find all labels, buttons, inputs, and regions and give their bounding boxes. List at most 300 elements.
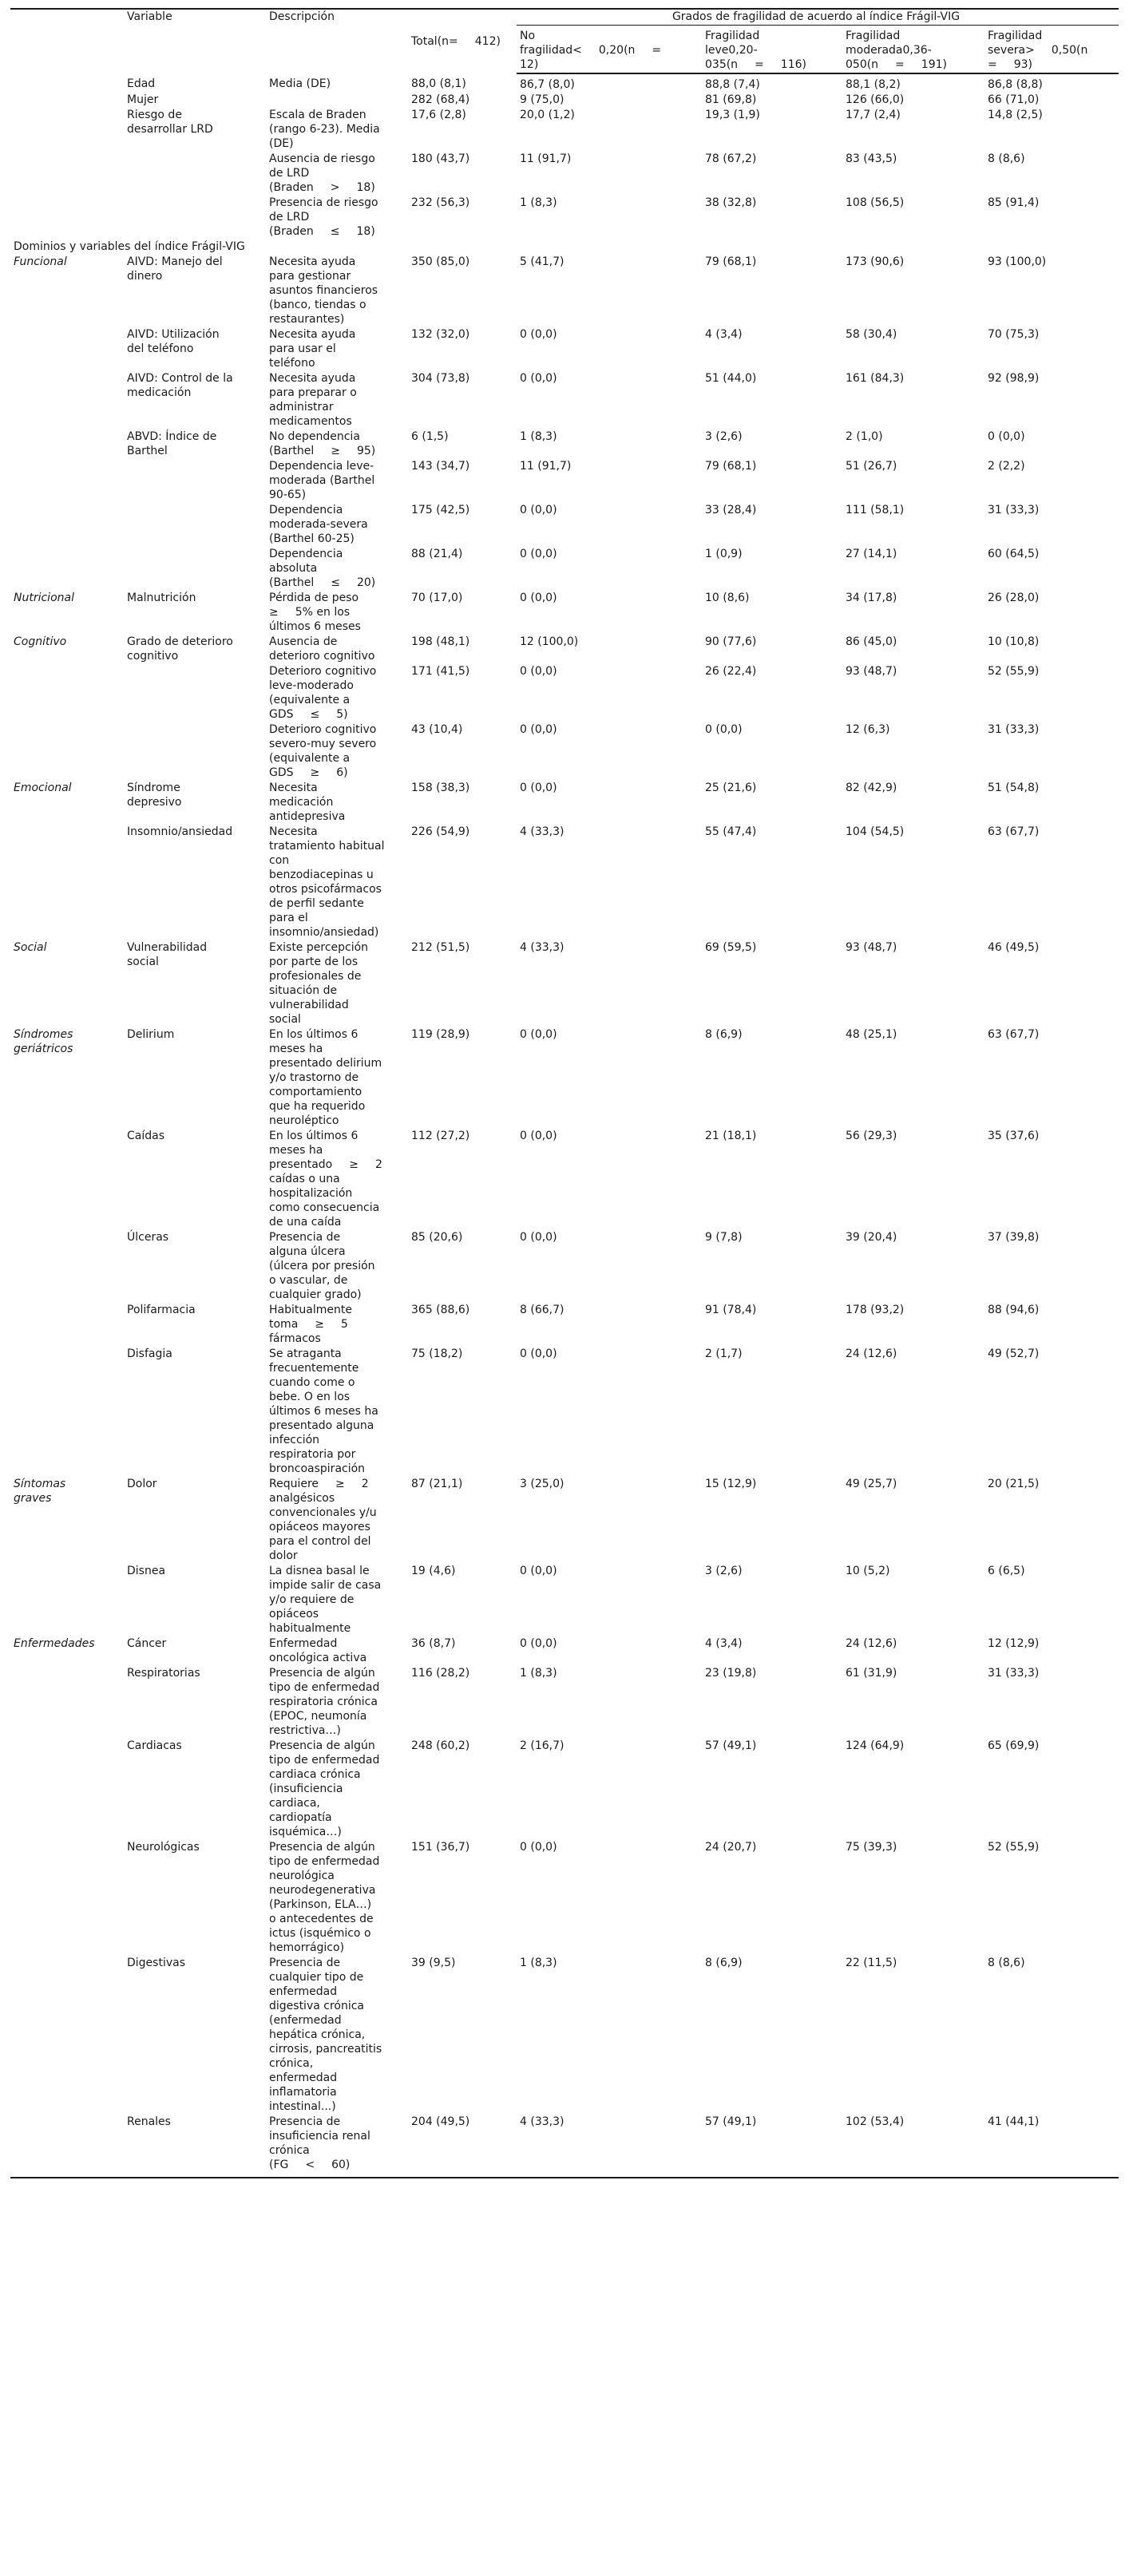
cell-mild-frailty: 0 (0,0) — [705, 723, 743, 736]
cell-total: 158 (38,3) — [411, 782, 470, 794]
header-description: Descripción — [269, 10, 335, 23]
cell-variable: AIVD: Utilización del teléfono — [127, 328, 220, 355]
table-row — [10, 547, 1119, 591]
cell-moderate-frailty: 108 (56,5) — [846, 196, 905, 209]
cell-mild-frailty: 91 (78,4) — [705, 1304, 757, 1316]
cell-no-frailty: 0 (0,0) — [520, 1347, 557, 1360]
cell-no-frailty: 4 (33,3) — [520, 941, 564, 954]
cell-mild-frailty: 25 (21,6) — [705, 782, 757, 794]
cell-severe-frailty: 8 (8,6) — [988, 152, 1025, 165]
cell-mild-frailty: 4 (3,4) — [705, 328, 743, 341]
cell-mild-frailty: 26 (22,4) — [705, 665, 757, 678]
cell-mild-frailty: 3 (2,6) — [705, 1565, 743, 1577]
table-row — [10, 459, 1119, 503]
cell-mild-frailty: 10 (8,6) — [705, 592, 750, 604]
cell-no-frailty: 5 (41,7) — [520, 255, 564, 268]
table-row — [10, 1477, 1119, 1564]
cell-no-frailty: 0 (0,0) — [520, 548, 557, 560]
cell-mild-frailty: 57 (49,1) — [702, 2115, 842, 2178]
cell-no-frailty: 8 (66,7) — [520, 1304, 564, 1316]
frailty-table — [10, 8, 1119, 2178]
cell-mild-frailty: 8 (6,9) — [705, 1957, 743, 1969]
cell-domain: Emocional — [14, 782, 72, 794]
cell-domain — [10, 1739, 124, 1840]
cell-mild-frailty: 24 (20,7) — [705, 1841, 757, 1854]
table-row — [10, 1739, 1119, 1840]
cell-domain — [10, 93, 124, 108]
table-row — [10, 825, 1119, 940]
cell-variable: Polifarmacia — [127, 1304, 196, 1316]
cell-domain — [10, 1840, 124, 1956]
cell-severe-frailty: 31 (33,3) — [988, 723, 1040, 736]
cell-variable: Mujer — [127, 93, 159, 106]
cell-severe-frailty: 2 (2,2) — [988, 460, 1025, 473]
cell-moderate-frailty: 51 (26,7) — [846, 460, 897, 473]
cell-severe-frailty: 65 (69,9) — [988, 1739, 1040, 1752]
cell-moderate-frailty: 24 (12,6) — [846, 1637, 897, 1650]
cell-no-frailty: 1 (8,3) — [520, 196, 557, 209]
cell-description: Presencia de algún tipo de enfermedad respiratoria crónica (EPOC, neumonía restrictiva…) — [269, 1667, 380, 1737]
cell-mild-frailty: 2 (1,7) — [705, 1347, 743, 1360]
cell-description: Media (DE) — [269, 77, 331, 90]
cell-severe-frailty: 70 (75,3) — [988, 328, 1040, 341]
cell-domain — [10, 503, 124, 547]
cell-moderate-frailty: 124 (64,9) — [846, 1739, 905, 1752]
cell-description: Presencia de insuficiencia renal crónica (FG < 60) — [266, 2115, 408, 2178]
cell-moderate-frailty: 104 (54,5) — [846, 825, 905, 838]
cell-moderate-frailty: 173 (90,6) — [846, 255, 905, 268]
cell-domain — [10, 1666, 124, 1739]
header-variable: Variable — [127, 10, 172, 23]
cell-no-frailty: 12 (100,0) — [520, 635, 579, 648]
cell-moderate-frailty: 58 (30,4) — [846, 328, 897, 341]
cell-mild-frailty: 51 (44,0) — [705, 372, 757, 385]
cell-total: 175 (42,5) — [411, 504, 470, 516]
header-total: Total(n= 412) — [411, 34, 501, 48]
cell-no-frailty: 0 (0,0) — [520, 1028, 557, 1041]
cell-total: 39 (9,5) — [411, 1957, 456, 1969]
cell-domain — [10, 371, 124, 429]
cell-total: 226 (54,9) — [411, 825, 470, 838]
cell-variable: Disfagia — [127, 1347, 172, 1360]
cell-mild-frailty: 23 (19,8) — [705, 1667, 757, 1680]
cell-variable: Digestivas — [127, 1957, 186, 1969]
cell-domain — [10, 1230, 124, 1303]
cell-mild-frailty: 21 (18,1) — [705, 1130, 757, 1142]
cell-description: En los últimos 6 meses ha presentado delirium y/o trastorno de comportamiento que ha requerido neuroléptico — [269, 1028, 382, 1127]
cell-variable: Riesgo de desarrollar LRD — [127, 109, 213, 136]
cell-mild-frailty: 33 (28,4) — [705, 504, 757, 516]
cell-moderate-frailty: 17,7 (2,4) — [846, 109, 901, 121]
table-row — [10, 1129, 1119, 1230]
cell-total: 232 (56,3) — [411, 196, 470, 209]
cell-severe-frailty: 52 (55,9) — [988, 665, 1040, 678]
cell-mild-frailty: 1 (0,9) — [705, 548, 743, 560]
table-row — [10, 108, 1119, 152]
cell-total: 119 (28,9) — [411, 1028, 470, 1041]
cell-no-frailty: 0 (0,0) — [520, 723, 557, 736]
cell-description: En los últimos 6 meses ha presentado ≥ 2 caídas o una hospitalización como consecuencia de una caída — [269, 1130, 382, 1229]
cell-severe-frailty: 14,8 (2,5) — [988, 109, 1043, 121]
table-body — [10, 73, 1119, 2178]
cell-severe-frailty: 92 (98,9) — [988, 372, 1040, 385]
header-frailty-group: Grados de fragilidad de acuerdo al índice Frágil-VIG — [517, 9, 1119, 26]
cell-no-frailty: 4 (33,3) — [520, 825, 564, 838]
cell-severe-frailty: 51 (54,8) — [988, 782, 1040, 794]
cell-total: 75 (18,2) — [411, 1347, 463, 1360]
table-row — [10, 664, 1119, 722]
cell-no-frailty: 0 (0,0) — [520, 1637, 557, 1650]
cell-variable — [124, 503, 266, 547]
cell-total: 85 (20,6) — [411, 1231, 463, 1244]
cell-no-frailty: 11 (91,7) — [520, 152, 572, 165]
cell-mild-frailty: 55 (47,4) — [705, 825, 757, 838]
cell-description: Necesita medicación antidepresiva — [269, 782, 346, 823]
cell-no-frailty: 86,7 (8,0) — [520, 78, 575, 91]
header-domain — [10, 9, 124, 73]
cell-severe-frailty: 31 (33,3) — [988, 504, 1040, 516]
cell-domain — [10, 1564, 124, 1636]
cell-severe-frailty: 10 (10,8) — [988, 635, 1040, 648]
cell-variable: Renales — [124, 2115, 266, 2178]
cell-variable — [124, 547, 266, 591]
cell-domain — [10, 459, 124, 503]
cell-moderate-frailty: 93 (48,7) — [846, 665, 897, 678]
cell-no-frailty: 0 (0,0) — [520, 372, 557, 385]
cell-description: Presencia de algún tipo de enfermedad neurológica neurodegenerativa (Parkinson, ELA…) o antecedentes de ictus (isquémico o hemorrágico) — [269, 1841, 380, 1954]
cell-description: Enfermedad oncológica activa — [269, 1637, 367, 1664]
cell-severe-frailty: 6 (6,5) — [988, 1565, 1025, 1577]
cell-description: Deterioro cognitivo severo-muy severo (equivalente a GDS ≥ 6) — [269, 723, 377, 779]
cell-no-frailty: 1 (8,3) — [520, 430, 557, 443]
cell-variable: Respiratorias — [127, 1667, 200, 1680]
cell-domain: Enfermedades — [14, 1637, 95, 1650]
cell-total: 19 (4,6) — [411, 1565, 456, 1577]
cell-severe-frailty: 93 (100,0) — [988, 255, 1047, 268]
cell-description: Dependencia leve- moderada (Barthel 90-65) — [269, 460, 375, 501]
cell-moderate-frailty: 2 (1,0) — [846, 430, 883, 443]
cell-domain: Funcional — [14, 255, 67, 268]
cell-total: 132 (32,0) — [411, 328, 470, 341]
cell-variable: Síndrome depresivo — [127, 782, 182, 809]
cell-moderate-frailty: 24 (12,6) — [846, 1347, 897, 1360]
cell-severe-frailty: 88 (94,6) — [988, 1304, 1040, 1316]
cell-moderate-frailty: 39 (20,4) — [846, 1231, 897, 1244]
cell-no-frailty: 2 (16,7) — [520, 1739, 564, 1752]
cell-variable: Neurológicas — [127, 1841, 200, 1854]
table-row — [10, 93, 1119, 108]
table-row — [10, 371, 1119, 429]
cell-moderate-frailty: 83 (43,5) — [846, 152, 897, 165]
table-row — [10, 429, 1119, 459]
cell-total: 70 (17,0) — [411, 592, 463, 604]
cell-total: 248 (60,2) — [411, 1739, 470, 1752]
cell-moderate-frailty: 27 (14,1) — [846, 548, 897, 560]
cell-mild-frailty: 90 (77,6) — [705, 635, 757, 648]
cell-description: Escala de Braden (rango 6-23). Media (DE) — [269, 109, 380, 150]
cell-description: Presencia de cualquier tipo de enfermedad digestiva crónica (enfermedad hepática crónica, cirrosis, pancreatitis crónica, enfermedad inflamatoria intestinal...) — [269, 1957, 382, 2113]
cell-description: Necesita tratamiento habitual con benzodiacepinas u otros psicofármacos de perfil sedante para el insomnio/ansiedad) — [269, 825, 385, 939]
cell-moderate-frailty: 49 (25,7) — [846, 1478, 897, 1490]
cell-domain: Social — [14, 941, 47, 954]
cell-variable: Edad — [127, 77, 156, 90]
cell-severe-frailty: 41 (44,1) — [984, 2115, 1119, 2178]
cell-moderate-frailty: 48 (25,1) — [846, 1028, 897, 1041]
table-row — [10, 1840, 1119, 1956]
cell-variable: Dolor — [127, 1478, 157, 1490]
table-row — [10, 503, 1119, 547]
cell-moderate-frailty: 61 (31,9) — [846, 1667, 897, 1680]
cell-mild-frailty: 88,8 (7,4) — [705, 78, 760, 91]
cell-no-frailty: 0 (0,0) — [520, 665, 557, 678]
cell-total: 143 (34,7) — [411, 460, 470, 473]
cell-domain — [10, 825, 124, 940]
cell-severe-frailty: 37 (39,8) — [988, 1231, 1040, 1244]
cell-variable — [124, 722, 266, 781]
cell-severe-frailty: 85 (91,4) — [988, 196, 1040, 209]
cell-moderate-frailty: 56 (29,3) — [846, 1130, 897, 1142]
table-row — [10, 255, 1119, 327]
cell-variable: Caídas — [127, 1130, 165, 1142]
cell-variable — [124, 152, 266, 196]
cell-total: 282 (68,4) — [411, 93, 470, 106]
cell-domain — [10, 2115, 124, 2178]
cell-mild-frailty: 4 (3,4) — [705, 1637, 743, 1650]
cell-description: La disnea basal le impide salir de casa y/o requiere de opiáceos habitualmente — [269, 1565, 382, 1635]
cell-domain — [10, 196, 124, 239]
cell-domain: Nutricional — [14, 592, 74, 604]
cell-domain: Síntomas graves — [14, 1478, 66, 1505]
table-row — [10, 73, 1119, 93]
table-row — [10, 1347, 1119, 1477]
cell-moderate-frailty: 93 (48,7) — [846, 941, 897, 954]
cell-description: Habitualmente toma ≥ 5 fármacos — [269, 1304, 352, 1345]
cell-moderate-frailty: 126 (66,0) — [846, 93, 905, 106]
cell-total: 6 (1,5) — [411, 430, 449, 443]
cell-no-frailty: 20,0 (1,2) — [520, 109, 575, 121]
cell-variable: ABVD: Índice de Barthel — [127, 430, 217, 457]
cell-total: 180 (43,7) — [411, 152, 470, 165]
cell-description: Deterioro cognitivo leve-moderado (equivalente a GDS ≤ 5) — [269, 665, 377, 721]
cell-description: Presencia de algún tipo de enfermedad cardiaca crónica (insuficiencia cardiaca, cardiopatía isquémica…) — [269, 1739, 380, 1838]
table-row — [10, 1956, 1119, 2115]
cell-total: 43 (10,4) — [411, 723, 463, 736]
cell-no-frailty: 0 (0,0) — [520, 592, 557, 604]
cell-total: 204 (49,5) — [408, 2115, 517, 2178]
table-row — [10, 2115, 1119, 2178]
cell-variable: AIVD: Manejo del dinero — [127, 255, 223, 283]
cell-description: Necesita ayuda para gestionar asuntos financieros (banco, tiendas o restaurantes) — [269, 255, 378, 326]
cell-mild-frailty: 79 (68,1) — [705, 255, 757, 268]
cell-total: 304 (73,8) — [411, 372, 470, 385]
cell-description: Ausencia de deterioro cognitivo — [269, 635, 375, 663]
cell-mild-frailty: 15 (12,9) — [705, 1478, 757, 1490]
cell-no-frailty: 0 (0,0) — [520, 1565, 557, 1577]
cell-variable: Insomnio/ansiedad — [127, 825, 233, 838]
cell-moderate-frailty: 75 (39,3) — [846, 1841, 897, 1854]
cell-variable: AIVD: Control de la medicación — [127, 372, 233, 399]
cell-moderate-frailty: 10 (5,2) — [846, 1565, 890, 1577]
cell-domain — [10, 152, 124, 196]
cell-description — [266, 93, 408, 108]
cell-description: Dependencia absoluta (Barthel ≤ 20) — [269, 548, 376, 589]
table-row — [10, 1636, 1119, 1666]
cell-description: Pérdida de peso ≥ 5% en los últimos 6 meses — [269, 592, 361, 633]
header-moderate-frailty: Fragilidad moderada0,36- 050(n = 191) — [842, 26, 984, 74]
cell-no-frailty: 11 (91,7) — [520, 460, 572, 473]
cell-total: 116 (28,2) — [411, 1667, 470, 1680]
cell-moderate-frailty: 82 (42,9) — [846, 782, 897, 794]
cell-moderate-frailty: 111 (58,1) — [846, 504, 905, 516]
cell-description: Ausencia de riesgo de LRD (Braden > 18) — [269, 152, 375, 194]
cell-variable — [124, 664, 266, 722]
cell-moderate-frailty: 178 (93,2) — [846, 1304, 905, 1316]
cell-total: 112 (27,2) — [411, 1130, 470, 1142]
cell-mild-frailty: 78 (67,2) — [705, 152, 757, 165]
cell-moderate-frailty: 161 (84,3) — [846, 372, 905, 385]
header-no-frailty: No fragilidad< 0,20(n = 12) — [517, 26, 702, 74]
table-row — [10, 1666, 1119, 1739]
table-row — [10, 591, 1119, 635]
cell-total: 212 (51,5) — [411, 941, 470, 954]
cell-severe-frailty: 26 (28,0) — [988, 592, 1040, 604]
table-row — [10, 196, 1119, 239]
cell-domain — [10, 108, 124, 152]
table-row — [10, 152, 1119, 196]
header-severe-frailty: Fragilidad severa> 0,50(n = 93) — [984, 26, 1119, 74]
cell-severe-frailty: 46 (49,5) — [988, 941, 1040, 954]
cell-domain — [10, 1956, 124, 2115]
table-header — [10, 9, 1119, 73]
cell-description: No dependencia (Barthel ≥ 95) — [269, 430, 376, 457]
cell-no-frailty: 0 (0,0) — [520, 1130, 557, 1142]
cell-domain — [10, 722, 124, 781]
table-row — [10, 781, 1119, 825]
cell-severe-frailty: 86,8 (8,8) — [988, 78, 1043, 91]
cell-description: Necesita ayuda para preparar o administrar medicamentos — [269, 372, 357, 428]
cell-severe-frailty: 31 (33,3) — [988, 1667, 1040, 1680]
cell-domain — [10, 1303, 124, 1347]
cell-mild-frailty: 81 (69,8) — [705, 93, 757, 106]
cell-severe-frailty: 63 (67,7) — [988, 825, 1040, 838]
cell-moderate-frailty: 88,1 (8,2) — [846, 78, 901, 91]
cell-no-frailty: 0 (0,0) — [520, 782, 557, 794]
cell-variable: Grado de deterioro cognitivo — [127, 635, 233, 663]
cell-description: Presencia de riesgo de LRD (Braden ≤ 18) — [269, 196, 378, 238]
cell-severe-frailty: 63 (67,7) — [988, 1028, 1040, 1041]
table-row — [10, 940, 1119, 1027]
cell-mild-frailty: 79 (68,1) — [705, 460, 757, 473]
cell-severe-frailty: 0 (0,0) — [988, 430, 1025, 443]
cell-domain — [10, 327, 124, 371]
cell-total: 350 (85,0) — [411, 255, 470, 268]
table-row — [10, 327, 1119, 371]
cell-mild-frailty: 9 (7,8) — [705, 1231, 743, 1244]
cell-domain — [10, 547, 124, 591]
table-row — [10, 722, 1119, 781]
cell-no-frailty: 0 (0,0) — [520, 1231, 557, 1244]
cell-no-frailty: 1 (8,3) — [520, 1667, 557, 1680]
table-row — [10, 1230, 1119, 1303]
cell-variable — [124, 459, 266, 503]
cell-total: 87 (21,1) — [411, 1478, 463, 1490]
cell-variable: Malnutrición — [127, 592, 196, 604]
cell-severe-frailty: 8 (8,6) — [988, 1957, 1025, 1969]
cell-no-frailty: 4 (33,3) — [517, 2115, 702, 2178]
cell-no-frailty: 0 (0,0) — [520, 328, 557, 341]
cell-no-frailty: 0 (0,0) — [520, 504, 557, 516]
table-row — [10, 1027, 1119, 1129]
cell-mild-frailty: 38 (32,8) — [705, 196, 757, 209]
header-mild-frailty: Fragilidad leve0,20- 035(n = 116) — [702, 26, 842, 74]
table-row — [10, 1564, 1119, 1636]
cell-severe-frailty: 49 (52,7) — [988, 1347, 1040, 1360]
cell-mild-frailty: 8 (6,9) — [705, 1028, 743, 1041]
cell-no-frailty: 3 (25,0) — [520, 1478, 564, 1490]
cell-description: Se atraganta frecuentemente cuando come o bebe. O en los últimos 6 meses ha presentado alguna infección respiratoria por broncoaspiración — [269, 1347, 378, 1475]
cell-description: Presencia de alguna úlcera (úlcera por presión o vascular, de cualquier grado) — [269, 1231, 375, 1301]
cell-variable: Úlceras — [127, 1231, 169, 1244]
cell-severe-frailty: 66 (71,0) — [988, 93, 1040, 106]
cell-no-frailty: 9 (75,0) — [520, 93, 564, 106]
cell-description: Existe percepción por parte de los profesionales de situación de vulnerabilidad social — [269, 941, 369, 1026]
cell-no-frailty: 1 (8,3) — [520, 1957, 557, 1969]
cell-moderate-frailty: 22 (11,5) — [846, 1957, 897, 1969]
cell-domain — [10, 1347, 124, 1477]
cell-total: 365 (88,6) — [411, 1304, 470, 1316]
cell-description: Dependencia moderada-severa (Barthel 60-25) — [269, 504, 368, 545]
table-row — [10, 1303, 1119, 1347]
cell-no-frailty: 0 (0,0) — [520, 1841, 557, 1854]
table-row — [10, 635, 1119, 664]
cell-variable: Vulnerabilidad social — [127, 941, 208, 968]
cell-total: 198 (48,1) — [411, 635, 470, 648]
cell-description: Necesita ayuda para usar el teléfono — [269, 328, 356, 370]
cell-domain — [10, 429, 124, 459]
cell-total: 36 (8,7) — [411, 1637, 456, 1650]
cell-mild-frailty: 19,3 (1,9) — [705, 109, 760, 121]
cell-total: 88 (21,4) — [411, 548, 463, 560]
cell-variable: Cáncer — [127, 1637, 167, 1650]
cell-total: 88,0 (8,1) — [411, 77, 466, 90]
cell-total: 151 (36,7) — [411, 1841, 470, 1854]
cell-severe-frailty: 35 (37,6) — [988, 1130, 1040, 1142]
cell-domain — [10, 664, 124, 722]
cell-mild-frailty: 3 (2,6) — [705, 430, 743, 443]
section-title: Dominios y variables del índice Frágil-VIG — [14, 240, 245, 253]
cell-variable — [124, 196, 266, 239]
cell-severe-frailty: 60 (64,5) — [988, 548, 1040, 560]
cell-mild-frailty: 69 (59,5) — [705, 941, 757, 954]
cell-severe-frailty: 20 (21,5) — [988, 1478, 1040, 1490]
cell-variable: Delirium — [127, 1028, 175, 1041]
cell-mild-frailty: 57 (49,1) — [705, 1739, 757, 1752]
cell-variable: Disnea — [127, 1565, 166, 1577]
cell-domain — [10, 73, 124, 93]
cell-moderate-frailty: 86 (45,0) — [846, 635, 897, 648]
cell-moderate-frailty: 102 (53,4) — [842, 2115, 984, 2178]
cell-moderate-frailty: 12 (6,3) — [846, 723, 890, 736]
cell-total: 17,6 (2,8) — [411, 109, 466, 121]
cell-domain: Síndromes geriátricos — [14, 1028, 73, 1055]
cell-severe-frailty: 52 (55,9) — [988, 1841, 1040, 1854]
cell-description: Requiere ≥ 2 analgésicos convencionales y/u opiáceos mayores para el control del dolor — [269, 1478, 377, 1562]
cell-total: 171 (41,5) — [411, 665, 470, 678]
cell-domain: Cognitivo — [14, 635, 67, 648]
cell-variable: Cardiacas — [127, 1739, 182, 1752]
cell-severe-frailty: 12 (12,9) — [988, 1637, 1040, 1650]
section-row — [10, 239, 1119, 255]
